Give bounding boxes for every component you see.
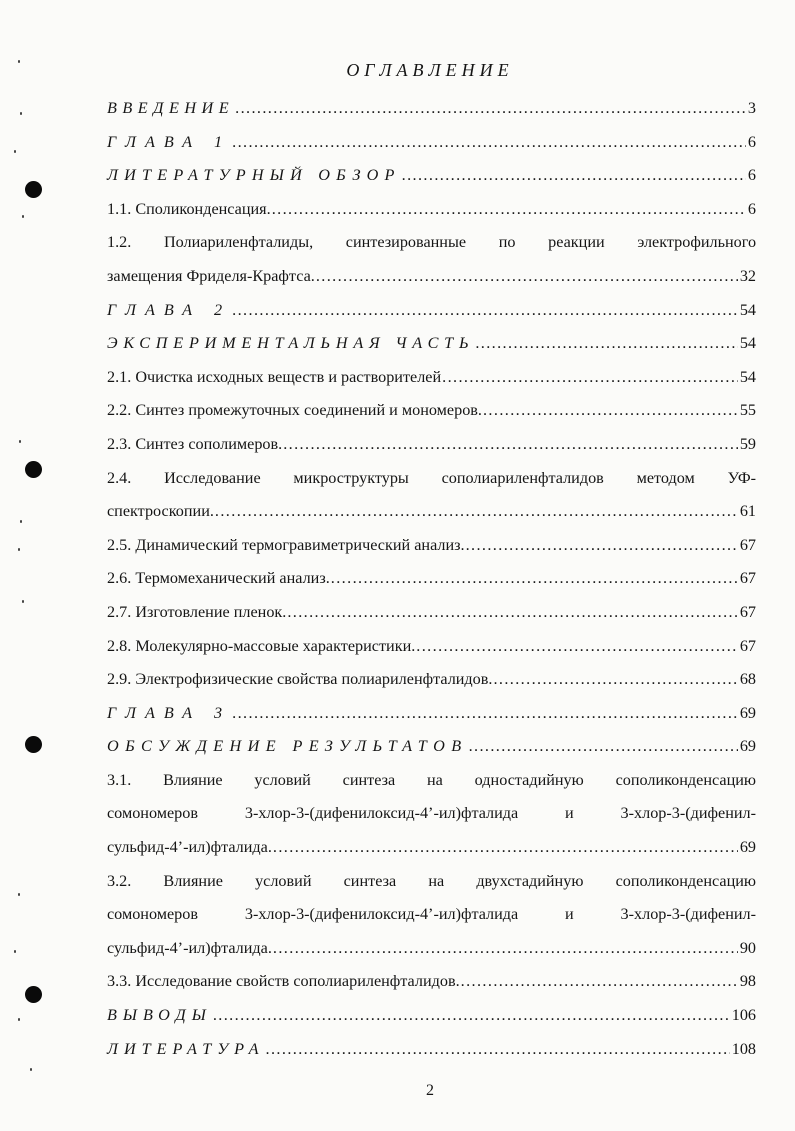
toc-entry-3-1-line2: сомономеров 3-хлор-3-(дифенилоксид-4’-ил)фталида и 3-хлор-3-(дифенил-	[107, 804, 757, 823]
toc-entry-1-1: 1.1. Споликонденсация. ..... 6	[107, 193, 756, 227]
page-number: 2	[426, 1082, 434, 1099]
toc-entry-1-2: замещения Фриделя-Крафтса. ..... 32	[107, 260, 756, 294]
toc-entry-chapter-2: ГЛАВА 2 ..... 54	[107, 294, 756, 328]
toc-entry-3-2-line1: 3.2. Влияние условий синтеза на двухстадийную сополиконденсацию	[107, 871, 756, 890]
punch-hole	[25, 181, 42, 198]
page-title: ОГЛАВЛЕНИЕ	[346, 60, 514, 80]
toc-entry-conclusions: ВЫВОДЫ ..... 106	[107, 999, 756, 1033]
toc-entry-2-4-line1: 2.4. Исследование микроструктуры сополиариленфталидов методом УФ-	[107, 468, 757, 487]
toc-entry-2-7: 2.7. Изготовление пленок. ..... 67	[107, 596, 756, 630]
toc-entry-intro: ВВЕДЕНИЕ ..... 3	[107, 92, 756, 126]
toc-entry-2-6: 2.6. Термомеханический анализ. ..... 67	[107, 562, 756, 596]
toc-entry-2-9: 2.9. Электрофизические свойства полиариленфталидов. ..... 68	[107, 663, 756, 697]
toc-entry-3-2: сульфид-4’-ил)фталида. ..... 90	[107, 932, 756, 966]
toc-entry-experimental-part: ЭКСПЕРИМЕНТАЛЬНАЯ ЧАСТЬ ..... 54	[107, 327, 756, 361]
toc-entry-3-1-line1: 3.1. Влияние условий синтеза на одностадийную сополиконденсацию	[107, 770, 756, 789]
toc-entry-2-5: 2.5. Динамический термогравиметрический анализ. ..... 67	[107, 529, 756, 563]
toc-entry-2-3: 2.3. Синтез сополимеров. ..... 59	[107, 428, 756, 462]
toc-entry-2-2: 2.2. Синтез промежуточных соединений и мономеров. ..... 55	[107, 394, 756, 428]
toc-entry-results-discussion: ОБСУЖДЕНИЕ РЕЗУЛЬТАТОВ ..... 69	[107, 730, 756, 764]
punch-hole	[25, 461, 42, 478]
toc-entry-literature: ЛИТЕРАТУРА ..... 108	[107, 1033, 756, 1067]
toc-entry-2-8: 2.8. Молекулярно-массовые характеристики. ..... 67	[107, 630, 756, 664]
toc-entry-1-2-line1: 1.2. Полиариленфталиды, синтезированные по реакции электрофильного	[107, 233, 757, 252]
table-of-contents	[107, 92, 756, 1066]
toc-entry-chapter-1: ГЛАВА 1 ..... 6	[107, 126, 756, 160]
toc-entry-literature-review: ЛИТЕРАТУРНЫЙ ОБЗОР ..... 6	[107, 159, 756, 193]
toc-entry-chapter-3: ГЛАВА 3 ..... 69	[107, 697, 756, 731]
punch-hole	[25, 736, 42, 753]
punch-hole	[25, 986, 42, 1003]
toc-entry-3-2-line2: сомономеров 3-хлор-3-(дифенилоксид-4’-ил)фталида и 3-хлор-3-(дифенил-	[107, 905, 757, 924]
toc-entry-2-4: спектроскопии. ..... 61	[107, 495, 756, 529]
toc-entry-2-1: 2.1. Очистка исходных веществ и растворителей ..... 54	[107, 361, 756, 395]
toc-entry-3-1: сульфид-4’-ил)фталида. ..... 69	[107, 831, 756, 865]
toc-entry-3-3: 3.3. Исследование свойств сополиариленфталидов. ..... 98	[107, 965, 756, 999]
